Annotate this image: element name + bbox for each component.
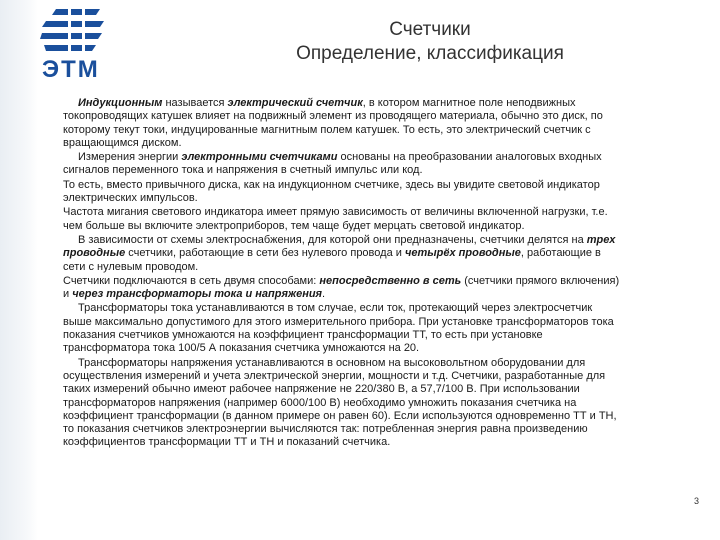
- slide-title: [200, 18, 660, 66]
- text-span: .: [322, 288, 326, 301]
- text-span: называется: [162, 97, 228, 109]
- paragraph-induction: [63, 97, 623, 150]
- paragraph-electronic: [63, 151, 623, 178]
- text-span: Счетчики подключаются в сеть двумя способами:: [63, 274, 320, 287]
- term-three-wire: трех проводные: [63, 233, 616, 260]
- term-induction: Индукционным: [78, 97, 163, 109]
- left-decorative-stripe: [0, 0, 38, 540]
- term-electric-meter: электрический счетчик: [227, 97, 363, 109]
- text-span: , работающие в сети с нулевым проводом.: [63, 247, 601, 273]
- paragraph-connection: [63, 275, 623, 302]
- body-text: [63, 97, 623, 451]
- paragraph-voltage-transformers: Трансформаторы напряжения устанавливаются в основном на высоковольтном оборудовании для осуществления измерений и учета электрической энергии, мощности и т.д. Счетчики, разработанные для таких измерений обычно имеют рабочее напряжение не 220/380 В, а 57,7/100 В. При использовании трансформаторов напряжения (например 6000/100 В) необходимо умножить показания счетчика на коэффициент трансформации (в данном примере он равен 60). Если используются одновременно ТТ и ТН, то показания счетчиков электроэнергии вычисляются так: потребленная энергия равна произведению коэффициентов трансформации ТТ и ТН и показаний счетчика.: [63, 356, 617, 449]
- paragraph-current-transformers: Трансформаторы тока устанавливаются в том случае, если ток, протекающий через электросчетчик выше максимально допустимого для этого измерительного прибора. При установке трансформаторов тока показания счетчиков умножаются на коэффициент трансформации ТТ, то есть при установке трансформатора тока 100/5 А показания счетчика умножаются на 20.: [63, 302, 614, 355]
- text-span: Измерения энергии: [78, 151, 182, 164]
- page-title: Счетчики: [389, 19, 471, 40]
- term-direct: непосредственно в сеть: [319, 274, 462, 287]
- term-via-transformers: через трансформаторы тока и напряжения: [72, 288, 323, 301]
- logo-globe-icon: [38, 5, 114, 61]
- text-span: (счетчики прямого включения) и: [63, 274, 620, 301]
- paragraph-electronic-line3: Частота мигания светового индикатора имеет прямую зависимость от величины включенной нагрузки, т.е. чем больше вы включите электроприборов, тем чаще будет мерцать световой индикатор.: [63, 206, 608, 232]
- text-span: счетчики, работающие в сети без нулевого провода и: [125, 247, 405, 260]
- text-span: В зависимости от схемы электроснабжения, для которой они предназначены, счетчики делятся на: [78, 233, 587, 246]
- term-four-wire: четырёх проводные: [404, 247, 521, 260]
- text-span: , в котором магнитное поле неподвижных токопроводящих катушек влияет на подвижный элемент из проводящего материала, обычно это диск, по которому текут токи, индуцированные магнитным полем катушек. То есть, это электрический счетчик с вращающимся диском.: [63, 97, 603, 149]
- paragraph-wiring: [63, 234, 623, 274]
- logo-text: ЭТМ: [42, 56, 100, 83]
- page-number: 3: [694, 496, 700, 506]
- term-electronic-meters: электронными счетчиками: [181, 151, 338, 164]
- page-subtitle: Определение, классификация: [296, 43, 564, 64]
- paragraph-electronic-line2: То есть, вместо привычного диска, как на индукционном счетчике, здесь вы увидите световой индикатор электрических импульсов.: [63, 178, 600, 205]
- text-span: основаны на преобразовании аналоговых входных сигналов переменного тока и напряжения в счетный импульс или код.: [63, 151, 602, 177]
